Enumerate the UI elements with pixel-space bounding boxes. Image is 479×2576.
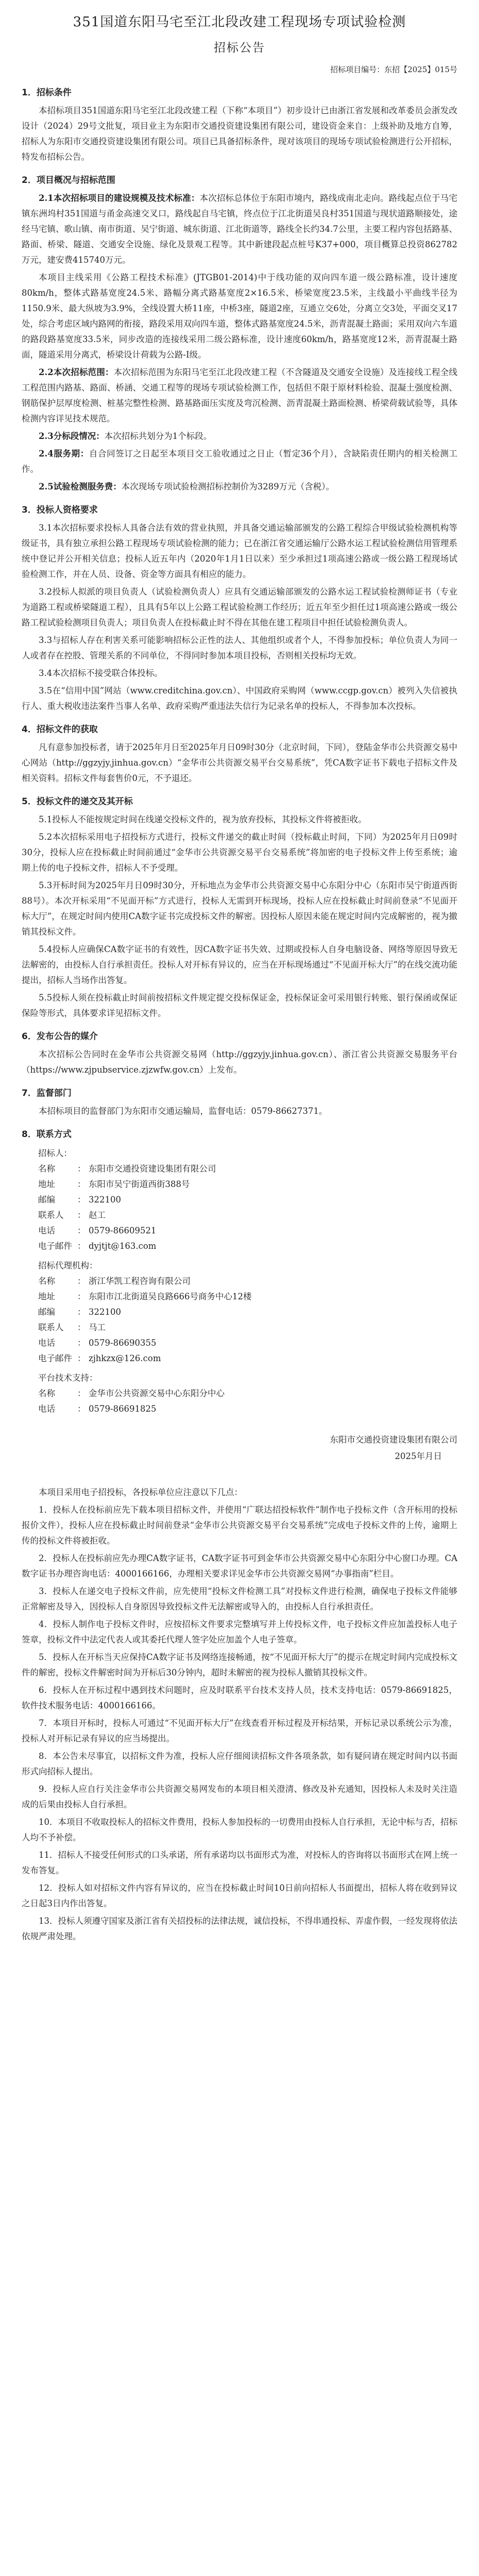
contact-value: 0579-86691825 xyxy=(89,1404,157,1414)
note-item: 8．本公告未尽事宜，以招标文件为准，投标人应仔细阅读招标文件各项条款，如有疑问请在规定时间内以书面形式向招标人提出。 xyxy=(22,1751,457,1776)
contact-row xyxy=(38,1161,457,1177)
contact-value: 0579-86690355 xyxy=(89,1338,157,1348)
section-3-2-paragraph: 3.2投标人拟派的项目负责人（试验检测负责人）应具有交通运输部颁发的公路水运工程试验检测师证书（专业为道路工程或桥梁隧道工程），且具有5年以上公路工程试验检测工作经历；近五年至少担任过1项高速公路或一级公路工程试验检测项目负责人；项目负责人在投标截止时不得在其他在建工程项目中担任试验检测负责人。 xyxy=(22,587,457,628)
contact-value: 马工 xyxy=(89,1323,106,1332)
contact-row xyxy=(38,1320,457,1335)
section-2-title: 2．项目概况与招标范围 xyxy=(22,175,115,185)
contact-row xyxy=(38,1401,457,1417)
section-2-1-body: 本次招标总体位于东阳市境内，路线成南北走向。路线起点位于马宅镇东洲坞村351国道与甬金高速交叉口，路线起自马宅镇，终点位于江北街道吴良村351国道与现状道路顺接处，途经马宅镇、歌山镇、南市街道、吴宁街道、城东街道、江北街道等，路线全长约34.7公里，主要工程内容包括路基、路面、桥梁、隧道、交通安全设施、绿化及景观工程等。其中新建段起点桩号K37+000，项目概算总投资862782万元，建安费415740万元。 xyxy=(22,193,457,265)
note-item: 10．本项目不收取投标人的招标文件费用，投标人参加投标的一切费用由投标人自行承担，无论中标与否，招标人均不予补偿。 xyxy=(22,1817,457,1842)
contact-value: 东阳市交通投资建设集团有限公司 xyxy=(89,1164,216,1174)
section-2-3-body: 本次招标共划分为1个标段。 xyxy=(104,431,212,441)
contact-value: 0579-86609521 xyxy=(89,1226,157,1235)
note-item: 1．投标人在投标前应先下载本项目招标文件，并使用“广联达招投标软件”制作电子投标文件（含开标用的投标报价文件），投标人应在投标截止时间前登录“金华市公共资源交易平台交易系统”完成电子投标文件的上传，逾期上传的投标文件将被拒收。 xyxy=(22,1505,457,1546)
colon: ： xyxy=(77,1241,86,1251)
section-2-3-paragraph xyxy=(22,429,457,444)
section-5-title: 5．投标文件的递交及其开标 xyxy=(22,796,133,807)
contact-key: 电话 xyxy=(38,1404,55,1414)
contact-value: 赵工 xyxy=(89,1210,106,1220)
contact-value: 浙江华凯工程咨询有限公司 xyxy=(89,1276,191,1286)
section-4-paragraph: 凡有意参加投标者，请于2025年月日至2025年月日09时30分（北京时间，下同），登陆金华市公共资源交易中心网站（http://ggzyjy.jinhua.gov.cn）“金华市公共资源交易平台交易系统”，凭CA数字证书下载电子招标文件及相关资料。招标文件每套售价0元，不予退还。 xyxy=(22,742,457,783)
support-title: 平台技术支持： xyxy=(38,1373,98,1383)
section-2-2-lead: 2.2本次招标范围： xyxy=(39,367,114,377)
colon: ： xyxy=(77,1276,86,1286)
section-2-1-detail: 本项目主线采用《公路工程技术标准》(JTGB01-2014)中于线功能的双向四车道一级公路标准，设计速度80km/h，整体式路基宽度24.5米、路幅分离式路基宽度2×16.5米、桥梁宽度23.5米，主线最小平曲线半径为1150.9米、最大纵坡为3.9%，全线设置大桥11座，中桥3座，隧道2座，互通立交6处，分离立交3处，平面交叉17处，综合考虑区域内路网的衔接，路段采用双向四车道，整体式路基宽度24.5米，沥青混凝土路面；采用双向六车道的路段路基宽度33.5米，同步改造的连接线采用二级公路标准，设计速度60km/h，路基宽度12米，沥青混凝土路面，隧道采用分离式，桥梁设计荷载为公路-Ⅰ级。 xyxy=(22,273,457,360)
section-8-title: 8．联系方式 xyxy=(22,1129,72,1140)
contact-key: 邮编 xyxy=(38,1307,55,1317)
note-item: 12．投标人如对招标文件内容有异议的，应当在投标截止时间10日前向招标人书面提出，招标人将在收到异议之日起3日内作出答复。 xyxy=(22,1883,457,1908)
section-2-4-body: 自合同签订之日起至本项目交工验收通过之日止（暂定36个月），含缺陷责任期内的相关检测工作。 xyxy=(22,449,457,474)
contact-value: 322100 xyxy=(89,1307,121,1317)
contact-row xyxy=(38,1239,457,1254)
bidder-notes xyxy=(22,1485,457,1944)
section-5-5-paragraph: 5.5投标人须在投标截止时间前按招标文件规定提交投标保证金，投标保证金可采用银行转账、银行保函或保证保险等形式，具体要求详见招标文件。 xyxy=(22,993,457,1018)
section-6-title: 6．发布公告的媒介 xyxy=(22,1031,98,1042)
colon: ： xyxy=(77,1179,86,1189)
colon: ： xyxy=(77,1164,86,1174)
contact-key: 电子邮件 xyxy=(38,1241,72,1251)
note-item: 9．投标人应自行关注金华市公共资源交易网发布的本项目相关澄清、修改及补充通知，因投标人未及时关注造成的后果由投标人自行承担。 xyxy=(22,1784,457,1809)
note-item: 11．招标人不接受任何形式的口头承诺，所有承诺均以书面形式为准，对投标人的咨询将以书面形式在网上统一发布答复。 xyxy=(22,1850,457,1875)
section-5-3-paragraph: 5.3开标时间为2025年月日09时30分，开标地点为金华市公共资源交易中心东阳分中心（东阳市吴宁街道西街88号）。本次开标采用“不见面开标”方式进行，投标人无需到开标现场，投标人应在投标截止时间前登录“不见面开标大厅”，在规定时间内使用CA数字证书完成投标文件的解密。因投标人原因未能在规定时间内完成解密的，视为撤销其投标文件。 xyxy=(22,880,457,937)
colon: ： xyxy=(77,1353,86,1363)
contact-row xyxy=(38,1304,457,1320)
page-title: 351国道东阳马宅至江北段改建工程现场专项试验检测 xyxy=(73,14,406,30)
colon: ： xyxy=(77,1292,86,1301)
section-1-title: 1．招标条件 xyxy=(22,88,72,98)
section-2-2-body: 本次招标范围为东阳马宅至江北段改建工程（不含隧道及交通安全设施）及连接线工程全线工程范围内路基、路面、桥涵、交通工程等的现场专项试验检测工作，包括但不限于原材料检验、混凝土强度检测、钢筋保护层厚度检测、桩基完整性检测、路基路面压实度及弯沉检测、沥青混凝土路面检测、桥梁荷载试验等，具体检测内容详见技术规范。 xyxy=(22,367,457,423)
contact-row xyxy=(38,1386,457,1401)
tenderer-title: 招标人： xyxy=(38,1148,72,1158)
section-3-3-paragraph: 3.3与招标人存在利害关系可能影响招标公正性的法人、其他组织或者个人，不得参加投标；单位负责人为同一人或者存在控股、管理关系的不同单位，不得同时参加本项目投标，否则相关投标均无效。 xyxy=(22,635,457,660)
contact-key: 名称 xyxy=(38,1276,55,1286)
note-item: 13．投标人须遵守国家及浙江省有关招投标的法律法规，诚信投标，不得串通投标、弄虚作假，一经发现将依法依规严肃处理。 xyxy=(22,1916,457,1941)
contact-row xyxy=(38,1208,457,1223)
section-2-1-paragraph xyxy=(22,191,457,268)
section-2-5-body: 本次现场专项试验检测招标控制价为3289万元（含税）。 xyxy=(121,482,334,492)
colon: ： xyxy=(77,1210,86,1220)
note-item: 5．投标人在开标当天应保持CA数字证书及网络连接畅通，按“不见面开标大厅”的提示在规定时间内完成投标文件的解密，投标文件解密时间为开标后30分钟内，超时未解密的视为投标人撤销其投标文件。 xyxy=(22,1652,457,1677)
section-2-5-paragraph xyxy=(22,479,457,495)
note-item: 7．本项目开标时，投标人可通过“不见面开标大厅”在线查看开标过程及开标结果，开标记录以系统公示为准，投标人对开标记录有异议的应当场提出。 xyxy=(22,1718,457,1743)
agent-contact xyxy=(22,1258,457,1366)
section-6-paragraph: 本次招标公告同时在金华市公共资源交易网（http://ggzyjy.jinhua.gov.cn）、浙江省公共资源交易服务平台（https://www.zjpubservice.zjzwfw.gov.cn）上发布。 xyxy=(22,1049,457,1075)
section-5-2-paragraph: 5.2本次招标采用电子招投标方式进行，投标文件递交的截止时间（投标截止时间，下同）为2025年月日09时30分，投标人应在投标截止时间前通过“金华市公共资源交易平台交易系统”将加密的电子投标文件上传至系统；逾期上传的电子投标文件，招标人不予受理。 xyxy=(22,832,457,873)
note-item: 2．投标人在投标前应先办理CA数字证书，CA数字证书可到金华市公共资源交易中心东阳分中心窗口办理。CA数字证书办理咨询电话：4000166166，办理相关要求详见金华市公共资源交易网“办事指南”栏目。 xyxy=(22,1553,457,1579)
contact-value: dyjtjt@163.com xyxy=(89,1241,157,1251)
section-2-3-lead: 2.3分标段情况： xyxy=(39,431,105,441)
contact-key: 地址 xyxy=(38,1179,55,1189)
note-item: 6．投标人在开标过程中遇到技术问题时，应及时联系平台技术支持人员，技术支持电话：0579-86691825，软件技术服务电话：4000166166。 xyxy=(22,1685,457,1710)
contact-key: 地址 xyxy=(38,1292,55,1301)
section-4-title: 4．招标文件的获取 xyxy=(22,724,98,735)
agent-title: 招标代理机构： xyxy=(38,1261,98,1270)
section-2-4-paragraph xyxy=(22,446,457,477)
section-5-4-paragraph: 5.4投标人应确保CA数字证书的有效性，因CA数字证书失效、过期或投标人自身电脑设备、网络等原因导致无法解密的，由投标人自行承担责任。投标人对开标有异议的，应当在开标现场通过“不见面开标大厅”的在线交流功能提出，招标人当场作出答复。 xyxy=(22,944,457,985)
section-3-5-paragraph: 3.5在“信用中国”网站（www.creditchina.gov.cn）、中国政府采购网（www.ccgp.gov.cn）被列入失信被执行人、重大税收违法案件当事人名单、政府采购严重违法失信行为记录名单的投标人，不得参加本次投标。 xyxy=(22,686,457,711)
signature-org: 东阳市交通投资建设集团有限公司 xyxy=(330,1435,457,1445)
section-2-5-lead: 2.5试验检测服务费： xyxy=(39,482,122,492)
colon: ： xyxy=(77,1388,86,1398)
contact-row xyxy=(38,1177,457,1192)
colon: ： xyxy=(77,1404,86,1414)
contact-row xyxy=(38,1192,457,1208)
contact-value: 东阳市江北街道吴良路666号商务中心12楼 xyxy=(89,1292,252,1301)
contact-row xyxy=(38,1274,457,1289)
section-7-paragraph: 本招标项目的监督部门为东阳市交通运输局，监督电话：0579-86627371。 xyxy=(39,1106,328,1116)
section-3-4-paragraph: 3.4本次招标不接受联合体投标。 xyxy=(39,668,163,678)
colon: ： xyxy=(77,1307,86,1317)
note-item: 4．投标人制作电子投标文件时，应按招标文件要求完整填写并上传投标文件，电子投标文件应加盖投标人电子签章，投标文件中法定代表人或其委托代理人签字处应加盖个人电子签章。 xyxy=(22,1619,457,1645)
contact-value: 322100 xyxy=(89,1195,121,1205)
section-2-4-lead: 2.4服务期： xyxy=(39,449,89,459)
contact-row xyxy=(38,1351,457,1366)
section-5-1-paragraph: 5.1投标人不能按规定时间在线递交投标文件的，视为放弃投标，其投标文件将被拒收。 xyxy=(39,815,367,824)
note-item: 3．投标人在递交电子投标文件前，应先使用“投标文件检测工具”对投标文件进行检测，确保电子投标文件能够正常解密及导入，因投标人自身原因导致投标文件无法解密或导入的，由投标人自行承担责任。 xyxy=(22,1586,457,1612)
contact-value: zjhkzx@126.com xyxy=(89,1353,161,1363)
tenderer-contact xyxy=(22,1146,457,1254)
colon: ： xyxy=(77,1226,86,1235)
contact-key: 电子邮件 xyxy=(38,1353,72,1363)
contact-value: 东阳市吴宁街道西街388号 xyxy=(89,1179,190,1189)
section-3-title: 3．投标人资格要求 xyxy=(22,505,98,515)
contact-key: 名称 xyxy=(38,1388,55,1398)
bid-number: 招标项目编号：东招【2025】015号 xyxy=(330,65,457,74)
page-subtitle: 招标公告 xyxy=(214,41,265,55)
section-1-paragraph: 本招标项目351国道东阳马宅至江北段改建工程（下称“本项目”）初步设计已由浙江省发展和改革委员会浙发改设计（2024）29号文批复，项目业主为东阳市交通投资建设集团有限公司，建设资金来自：上级补助及地方自筹，招标人为东阳市交通投资建设集团有限公司。项目已具备招标条件，现对该项目的现场专项试验检测进行公开招标，特发布招标公告。 xyxy=(22,106,457,162)
section-3-1-paragraph: 3.1本次招标要求投标人具备合法有效的营业执照，并具备交通运输部颁发的公路工程综合甲级试验检测机构等级证书，具有独立承担公路工程现场专项试验检测的能力；已在浙江省交通运输厅公路水运工程试验检测信用管理系统中登记并公开相关信息；投标人近五年内（2020年1月1日以来）至少承担过1项高速公路或一级公路工程现场试验检测工作，并在人员、设备、资金等方面具有相应的能力。 xyxy=(22,523,457,579)
colon: ： xyxy=(77,1338,86,1348)
support-contact xyxy=(22,1370,457,1417)
section-7-title: 7．监督部门 xyxy=(22,1088,72,1098)
notes-intro: 本项目采用电子招投标，各投标单位应注意以下几点： xyxy=(39,1487,243,1497)
contact-key: 邮编 xyxy=(38,1195,55,1205)
signature-date: 2025年月日 xyxy=(395,1451,442,1461)
colon: ： xyxy=(77,1195,86,1205)
section-2-1-lead: 2.1本次招标项目的建设规模及技术标准： xyxy=(39,193,200,203)
colon: ： xyxy=(77,1323,86,1332)
section-2-2-paragraph xyxy=(22,365,457,427)
contact-row xyxy=(38,1289,457,1304)
contact-key: 电话 xyxy=(38,1338,55,1348)
contact-row xyxy=(38,1223,457,1239)
contact-row xyxy=(38,1335,457,1351)
contact-key: 联系人 xyxy=(38,1210,64,1220)
contact-key: 名称 xyxy=(38,1164,55,1174)
contact-key: 联系人 xyxy=(38,1323,64,1332)
contact-value: 金华市公共资源交易中心东阳分中心 xyxy=(89,1388,225,1398)
contact-key: 电话 xyxy=(38,1226,55,1235)
